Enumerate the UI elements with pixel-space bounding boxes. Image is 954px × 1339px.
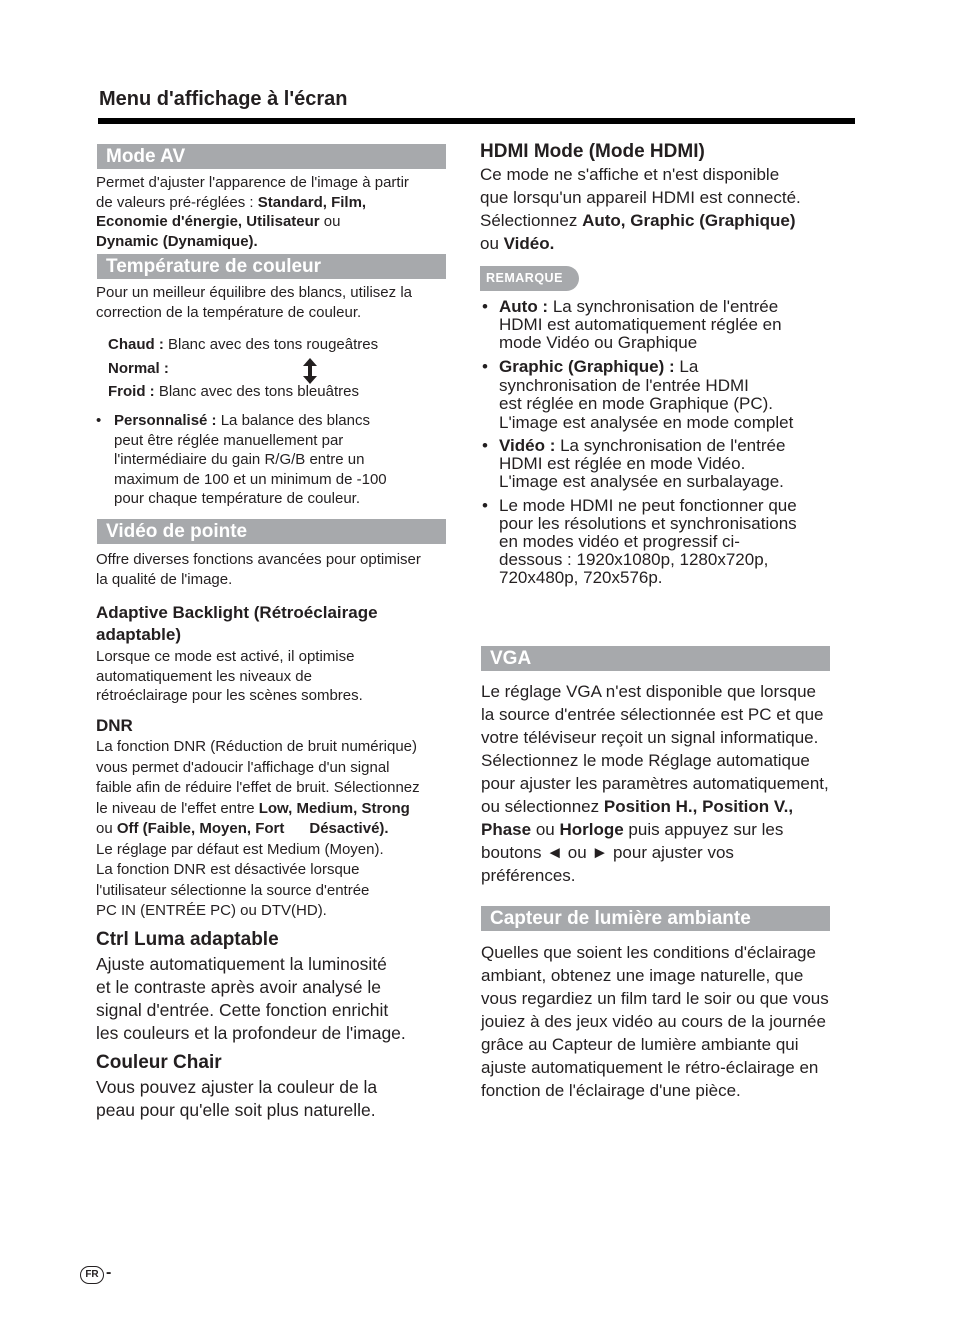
header-rule [98, 118, 855, 124]
couleur-chair-text: Vous pouvez ajuster la couleur de la peau pour qu'elle soit plus naturelle. [96, 1077, 378, 1120]
vga-text: Le réglage VGA n'est disponible que lorsque la source d'entrée sélectionnée est PC et que votre téléviseur reçoit un signal informatique. Sélectionnez le mode Réglage automatique pour ajuster les paramètres automatiquement, ou sélectionnez Position H., Position V., Phase ou Horloge puis appuyez sur les boutons ◄ ou ► pour ajuster vos préférences. [481, 682, 829, 885]
note-auto: • Auto : La synchronisation de l'entrée HDMI est automatiquement réglée en mode Vidéo ou Graphique [482, 297, 782, 352]
temperature-intro: Pour un meilleur équilibre des blancs, utilisez la correction de la température de couleur. [96, 284, 412, 321]
remarque-badge: REMARQUE [480, 266, 579, 291]
temp-chaud: Chaud : Blanc avec des tons rougeâtres [108, 336, 379, 353]
page-title: Menu d'affichage à l'écran [99, 88, 348, 110]
section-bar-capteur: Capteur de lumière ambiante [481, 906, 830, 931]
mode-av-text: Permet d'ajuster l'apparence de l'image à partir de valeurs pré-réglées : Standard, Film, Economie d'énergie, Utilisateur ou Dynamic (Dynamique). [96, 174, 409, 250]
note-graphic: • Graphic (Graphique) : La synchronisation de l'entrée HDMI est réglée en mode Graphique (PC). L'image est analysée en mode complet [482, 357, 794, 432]
adaptive-backlight-heading: Adaptive Backlight (Rétroéclairage adaptable) [96, 603, 378, 644]
ctrl-luma-heading: Ctrl Luma adaptable [96, 929, 279, 950]
bullet-personnalise: • Personnalisé : La balance des blancs peut être réglée manuellement par l'intermédiaire du gain R/G/B entre un maximum de 100 et un minimum de -100 pour chaque température de couleur. [96, 412, 387, 507]
ctrl-luma-text: Ajuste automatiquement la luminosité et le contraste après avoir analysé le signal d'entrée. Cette fonction enrichit les couleurs et la profondeur de l'image. [96, 954, 406, 1043]
dnr-heading: DNR [96, 716, 133, 735]
adaptive-backlight-text: Lorsque ce mode est activé, il optimise automatiquement les niveaux de rétroéclairage pour les scènes sombres. [96, 648, 363, 704]
temp-normal: Normal : [108, 360, 169, 377]
hdmi-heading: HDMI Mode (Mode HDMI) [480, 141, 705, 162]
up-down-arrow-icon [302, 358, 318, 384]
dnr-text: La fonction DNR (Réduction de bruit numérique) vous permet d'adoucir l'affichage d'un signal faible afin de réduire l'effet de bruit. Sélectionnez le niveau de l'effet entre Low, Medium, Strong ou Off (Faible, Moyen, Fort Désactivé). Le réglage par défaut est Medium (Moyen). La fonction DNR est désactivée lorsque l'utilisateur sélectionne la source d'entrée PC IN (ENTRÉE PC) ou DTV(HD). [96, 738, 420, 919]
page-number-dash: - [106, 1264, 112, 1281]
temp-froid: Froid : Blanc avec des tons bleuâtres [108, 383, 359, 400]
note-hdmi-modes: • Le mode HDMI ne peut fonctionner que pour les résolutions et synchronisations en modes vidéo et progressif ci- dessous : 1920x1080p, 1280x720p, 720x480p, 720x576p. [482, 496, 797, 587]
note-video: • Vidéo : La synchronisation de l'entrée HDMI est réglée en mode Vidéo. L'image est analysée en surbalayage. [482, 436, 786, 491]
capteur-text: Quelles que soient les conditions d'éclairage ambiant, obtenez une image naturelle, que vous regardiez un film tard le soir ou que vous jouiez à des jeux vidéo au cours de la journée grâce au Capteur de lumière ambiante qui ajuste automatiquement le rétro-éclairage en fonction de l'éclairage d'une pièce. [481, 943, 829, 1100]
hdmi-text: Ce mode ne s'affiche et n'est disponible que lorsqu'un appareil HDMI est connecté. Sélectionnez Auto, Graphic (Graphique) ou Vidéo. [480, 165, 801, 253]
section-bar-temperature: Température de couleur [97, 254, 446, 279]
couleur-chair-heading: Couleur Chair [96, 1052, 222, 1073]
language-badge: FR [80, 1266, 104, 1284]
video-pointe-text: Offre diverses fonctions avancées pour optimiser la qualité de l'image. [96, 551, 421, 588]
section-bar-vga: VGA [481, 646, 830, 671]
section-bar-mode-av: Mode AV [97, 144, 446, 169]
section-bar-video-pointe: Vidéo de pointe [97, 519, 446, 544]
